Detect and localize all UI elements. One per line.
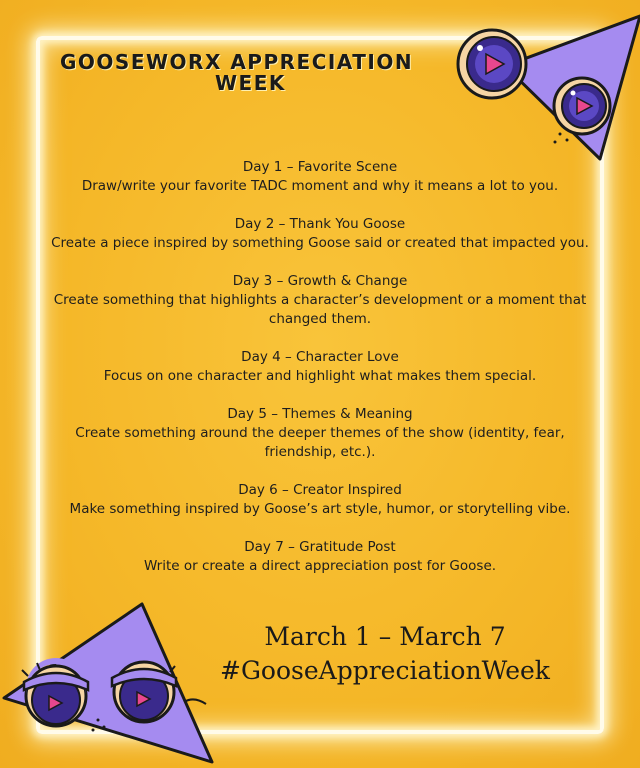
right-sleepy-eye-icon bbox=[112, 662, 176, 722]
day-description: Make something inspired by Goose’s art style, humor, or storytelling vibe. bbox=[69, 501, 571, 517]
day-description: Write or create a direct appreciation post for Goose. bbox=[143, 558, 497, 574]
day-description: Create something that highlights a character’s development or a moment that changed them. bbox=[53, 292, 587, 327]
right-eye-icon bbox=[554, 78, 610, 134]
left-sleepy-eye-icon bbox=[22, 658, 88, 726]
day-item bbox=[44, 158, 596, 196]
day-item bbox=[44, 538, 596, 576]
title-line-2: WEEK bbox=[215, 71, 286, 95]
page-title bbox=[60, 52, 450, 94]
day-title: Day 2 – Thank You Goose bbox=[234, 216, 406, 232]
day-title: Day 1 – Favorite Scene bbox=[242, 159, 398, 175]
day-item bbox=[44, 481, 596, 519]
day-title: Day 4 – Character Love bbox=[241, 349, 399, 365]
day-item bbox=[44, 272, 596, 329]
title-line-1: GOOSEWORX APPRECIATION bbox=[60, 50, 414, 74]
day-description: Create something around the deeper themes of the show (identity, fear, friendship, etc.). bbox=[75, 425, 565, 460]
day-title: Day 3 – Growth & Change bbox=[232, 273, 408, 289]
day-item bbox=[44, 405, 596, 462]
day-description: Focus on one character and highlight what makes them special. bbox=[103, 368, 537, 384]
day-title: Day 7 – Gratitude Post bbox=[244, 539, 396, 555]
event-footer bbox=[190, 620, 580, 688]
event-hashtag: #GooseAppreciationWeek bbox=[220, 656, 550, 685]
day-title: Day 5 – Themes & Meaning bbox=[227, 406, 413, 422]
event-dates: March 1 – March 7 bbox=[264, 622, 506, 651]
day-title: Day 6 – Creator Inspired bbox=[238, 482, 402, 498]
day-item bbox=[44, 215, 596, 253]
day-list bbox=[44, 158, 596, 595]
left-eye-icon bbox=[458, 30, 526, 98]
day-item bbox=[44, 348, 596, 386]
day-description: Create a piece inspired by something Goose said or created that impacted you. bbox=[51, 235, 589, 251]
day-description: Draw/write your favorite TADC moment and why it means a lot to you. bbox=[81, 178, 559, 194]
purple-triangle-character-top bbox=[440, 14, 640, 164]
